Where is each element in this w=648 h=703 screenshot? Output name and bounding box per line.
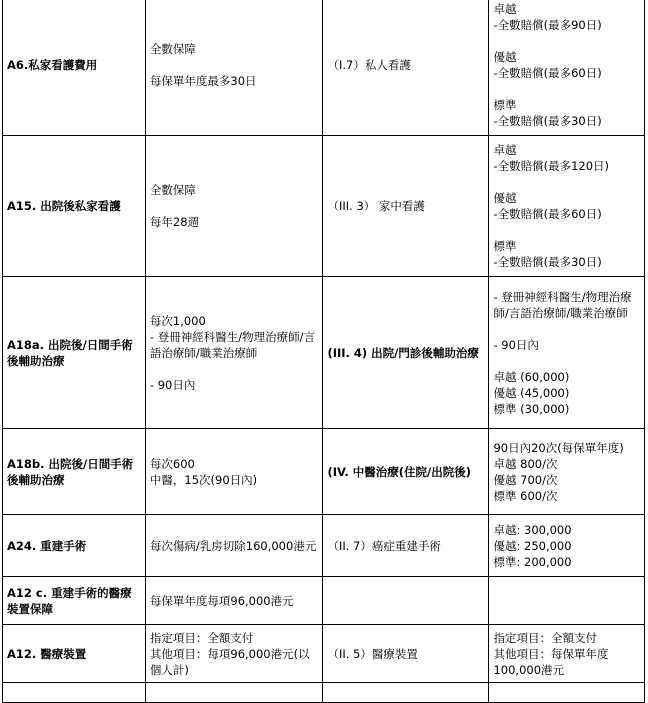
cell-text-line: 優越 — [493, 191, 517, 205]
table-row — [3, 577, 645, 625]
table-row — [3, 0, 645, 136]
table-row — [3, 277, 645, 429]
cell-text-line: 100,000港元 — [493, 662, 565, 677]
cell-text-line: 優越: 250,000 — [493, 538, 572, 553]
benefit-name-cell: A18b. 出院後/日間手術後輔助治療 — [3, 429, 146, 515]
coverage-cell — [145, 136, 323, 277]
cell-text-line: 中醫，15次(90日內) — [149, 472, 258, 487]
cell-text-line: 每保單年度最多30日 — [149, 74, 257, 88]
cell-text-line: 每次600 — [149, 456, 195, 471]
cell-text-line: 卓越 — [493, 143, 517, 157]
table-body — [3, 0, 645, 703]
cell-text-line: - 90日內 — [493, 337, 539, 352]
cell-text-line: 90日內20次(每保單年度) — [493, 440, 624, 455]
cell-text-line: 優越 (45,000) — [493, 385, 570, 400]
reference-cell — [323, 577, 489, 625]
table-row — [3, 625, 645, 683]
cell-text-line: 指定項目：全額支付 — [149, 630, 254, 645]
benefit-name-cell: A6.私家看護費用 — [3, 0, 146, 136]
cell-text-line: 卓越 800/次 — [493, 456, 558, 471]
cell-text-line: -全數賠償(最多30日) — [493, 114, 602, 128]
tier-cell — [489, 0, 645, 136]
cell-text-line: 指定項目：全額支付 — [493, 630, 597, 645]
table-row — [3, 136, 645, 277]
reference-cell: (III. 4) 出院/門診後輔助治療 — [323, 277, 489, 429]
cell-text-line: 優越 — [493, 50, 517, 64]
line-spacer — [493, 321, 640, 337]
benefit-name-cell: A24. 重建手術 — [3, 515, 146, 577]
cell-text-line: 標準 — [493, 98, 517, 112]
table-row — [3, 429, 645, 515]
reference-cell: （I.7）私人看護 — [323, 0, 489, 136]
cell-text-line: 優越 700/次 — [493, 472, 558, 487]
cell-text-line: 全數保障 — [149, 42, 196, 56]
cell-text-line: 每次傷病/乳房切除160,000港元 — [149, 538, 317, 553]
line-spacer — [150, 361, 319, 377]
tier-cell — [489, 625, 645, 683]
coverage-cell — [145, 429, 323, 515]
cell-text-line: 卓越: 300,000 — [493, 522, 572, 537]
benefit-name-cell: A15. 出院後私家看護 — [3, 136, 146, 277]
coverage-cell — [145, 277, 323, 429]
cell-text-line: -全數賠償(最多120日) — [493, 159, 610, 173]
line-spacer — [493, 353, 640, 369]
benefit-name-cell: A12. 醫療裝置 — [3, 625, 146, 683]
cell-text-line: 每年28週 — [149, 215, 200, 229]
line-spacer — [493, 222, 640, 238]
cell-text-line: -全數賠償(最多60日) — [493, 207, 602, 221]
cell-text-line: 每保單年度每項96,000港元 — [149, 593, 294, 608]
reference-cell: (IV. 中醫治療(住院/出院後) — [323, 429, 489, 515]
reference-cell: （II. 7）癌症重建手術 — [323, 515, 489, 577]
cell-text-line: -全數賠償(最多60日) — [493, 66, 602, 80]
benefit-name-cell: A12 c. 重建手術的醫療裝置保障 — [3, 577, 146, 625]
coverage-cell — [145, 0, 323, 136]
cell-text-line: 每次1,000 — [149, 313, 206, 328]
cell-text-line: 標準 (30,000) — [493, 401, 570, 416]
coverage-cell — [145, 515, 323, 577]
cell-text-line: -全數賠償(最多30日) — [493, 255, 602, 269]
line-spacer — [493, 174, 640, 190]
reference-cell: （II. 5）醫療裝置 — [323, 625, 489, 683]
cell-text-line: - 登冊神經科醫生/物理治療師/言語治療師/職業治療師 — [493, 289, 632, 320]
line-spacer — [150, 57, 319, 73]
cell-text-line: -全數賠償(最多90日) — [493, 18, 602, 32]
tier-cell — [489, 515, 645, 577]
cell-text-line: - 90日內 — [149, 377, 196, 392]
tier-cell — [489, 277, 645, 429]
cell-text-line: 標準 600/次 — [493, 488, 558, 503]
table-row — [3, 515, 645, 577]
reference-cell: （III. 3） 家中看護 — [323, 136, 489, 277]
tier-cell — [489, 136, 645, 277]
coverage-cell — [145, 625, 323, 683]
cell-text-line: 其他項目：每項96,000港元(以個人計) — [149, 646, 310, 677]
tier-cell — [489, 577, 645, 625]
cell-text-line: 卓越 — [493, 2, 517, 16]
cell-text-line: 其他項目：每保單年度 — [493, 646, 609, 661]
cell-text-line: 標準 — [493, 239, 517, 253]
cell-text-line: 全數保障 — [149, 183, 196, 197]
line-spacer — [493, 81, 640, 97]
line-spacer — [493, 33, 640, 49]
cell-text-line: 卓越 (60,000) — [493, 369, 570, 384]
benefit-name-cell: A18a. 出院後/日間手術後輔助治療 — [3, 277, 146, 429]
line-spacer — [150, 198, 319, 214]
coverage-cell — [145, 577, 323, 625]
cell-text-line: 標準: 200,000 — [493, 554, 572, 569]
cell-text-line: - 登冊神經科醫生/物理治療師/言語治療師/職業治療師 — [149, 329, 315, 360]
benefits-comparison-table — [2, 0, 645, 703]
tier-cell — [489, 429, 645, 515]
